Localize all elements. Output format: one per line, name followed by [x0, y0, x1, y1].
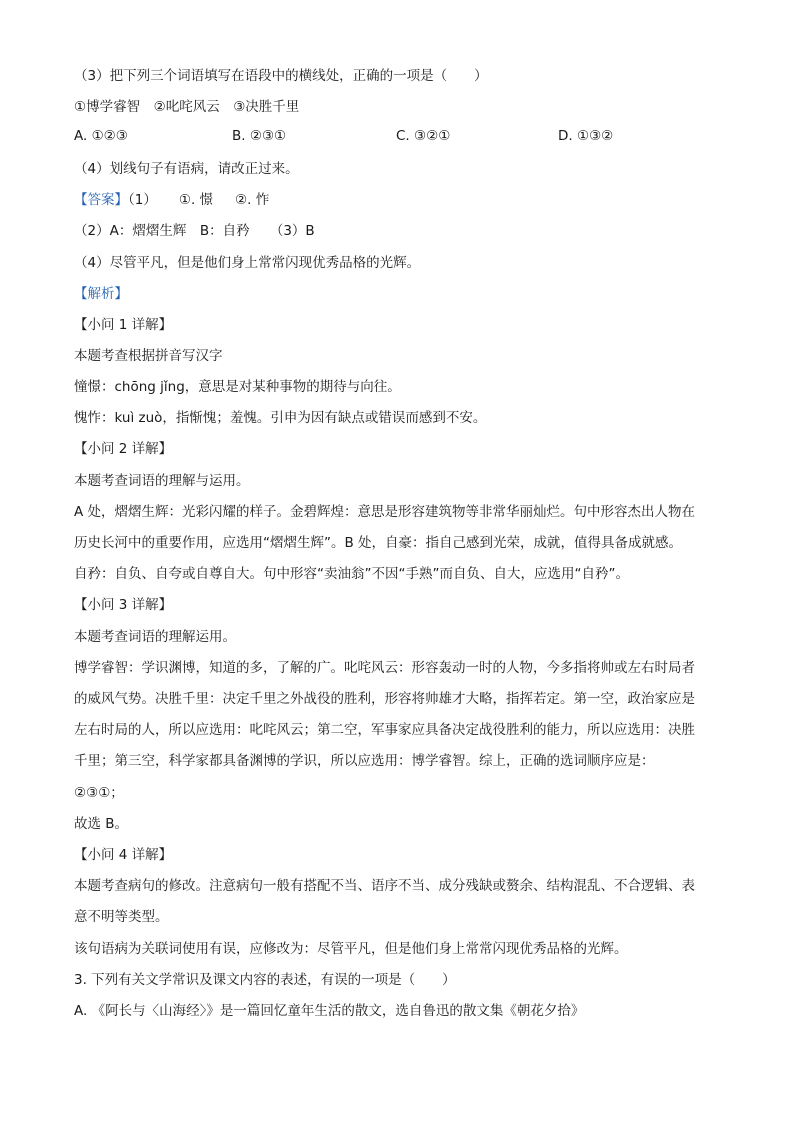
question-3-option-a: A. 《阿长与〈山海经〉》是一篇回忆童年生活的散文，选自鲁迅的散文集《朝花夕拾》: [74, 1003, 585, 1019]
q3-word-list: ①博学睿智 ②叱咤风云 ③决胜千里: [74, 99, 300, 115]
answer-1-label: （1）: [128, 192, 157, 208]
sub3-text-1: 本题考查词语的理解运用。: [74, 629, 236, 645]
q3-options: [74, 128, 724, 148]
sub3-text-2: 博学睿智：学识渊博，知道的多，了解的广。叱咤风云：形容轰动一时的人物，今多指将帅或左右时局者: [74, 660, 695, 676]
sub4-text-1: 本题考查病句的修改。注意病句一般有搭配不当、语序不当、成分残缺或赘余、结构混乱、不合逻辑、表: [74, 878, 695, 894]
answer-line-1: [74, 190, 724, 210]
analysis-tag: 【解析】: [74, 286, 128, 302]
sub2-text-2: A 处，熠熠生辉：光彩闪耀的样子。金碧辉煌：意思是形容建筑物等非常华丽灿烂。句中形容杰出人物在: [74, 504, 696, 520]
sub4-heading: 【小问 4 详解】: [74, 847, 173, 863]
sub2-text-4: 自矜：自负、自夸或自尊自大。句中形容“卖油翁”不因“手熟”而自负、自大，应选用“自矜”。: [74, 566, 629, 582]
answer-1-b: ②. 怍: [235, 192, 270, 208]
sub3-text-5: 千里；第三空，科学家都具备渊博的学识，所以应选用：博学睿智。综上，正确的选词顺序应是：: [74, 753, 655, 769]
q3-prompt: （3）把下列三个词语填写在语段中的横线处，正确的一项是（ ）: [74, 68, 488, 84]
option-d: D. ①③②: [558, 128, 614, 144]
sub1-text-2: 憧憬：chōng jǐng，意思是对某种事物的期待与向往。: [74, 379, 401, 395]
sub3-text-6: ②③①；: [74, 785, 124, 801]
sub1-text-1: 本题考查根据拼音写汉字: [74, 348, 223, 364]
answer-line-4: （4）尽管平凡，但是他们身上常常闪现优秀品格的光辉。: [74, 255, 421, 271]
q4-prompt: （4）划线句子有语病，请改正过来。: [74, 161, 299, 177]
option-c: C. ③②①: [396, 128, 451, 144]
sub3-text-7: 故选 B。: [74, 816, 129, 832]
sub3-text-4: 左右时局的人，所以应选用：叱咤风云；第二空，军事家应具备决定战役胜利的能力，所以应选用：决胜: [74, 722, 695, 738]
answer-1-a: ①. 憬: [178, 192, 214, 208]
question-3-prompt: 3. 下列有关文学常识及课文内容的表述，有误的一项是（ ）: [74, 972, 456, 988]
answer-line-2: （2）A：熠熠生辉 B：自矜 （3）B: [74, 223, 315, 239]
option-b: B. ②③①: [232, 128, 287, 144]
sub3-heading: 【小问 3 详解】: [74, 597, 173, 613]
sub4-text-3: 该句语病为关联词使用有误，应修改为：尽管平凡，但是他们身上常常闪现优秀品格的光辉。: [74, 941, 628, 957]
sub2-text-3: 历史长河中的重要作用，应选用“熠熠生辉”。B 处，自豪：指自己感到光荣，成就，值得具备成就感。: [74, 535, 683, 551]
sub3-text-3: 的威风气势。决胜千里：决定千里之外战役的胜利，形容将帅雄才大略，指挥若定。第一空，政治家应是: [74, 691, 695, 707]
answer-tag: 【答案】: [74, 192, 128, 208]
sub1-heading: 【小问 1 详解】: [74, 317, 173, 333]
sub1-text-3: 愧怍：kuì zuò，指惭愧；羞愧。引申为因有缺点或错误而感到不安。: [74, 410, 487, 426]
sub2-heading: 【小问 2 详解】: [74, 441, 173, 457]
sub2-text-1: 本题考查词语的理解与运用。: [74, 473, 250, 489]
option-a: A. ①②③: [74, 128, 128, 144]
sub4-text-2: 意不明等类型。: [74, 909, 169, 925]
